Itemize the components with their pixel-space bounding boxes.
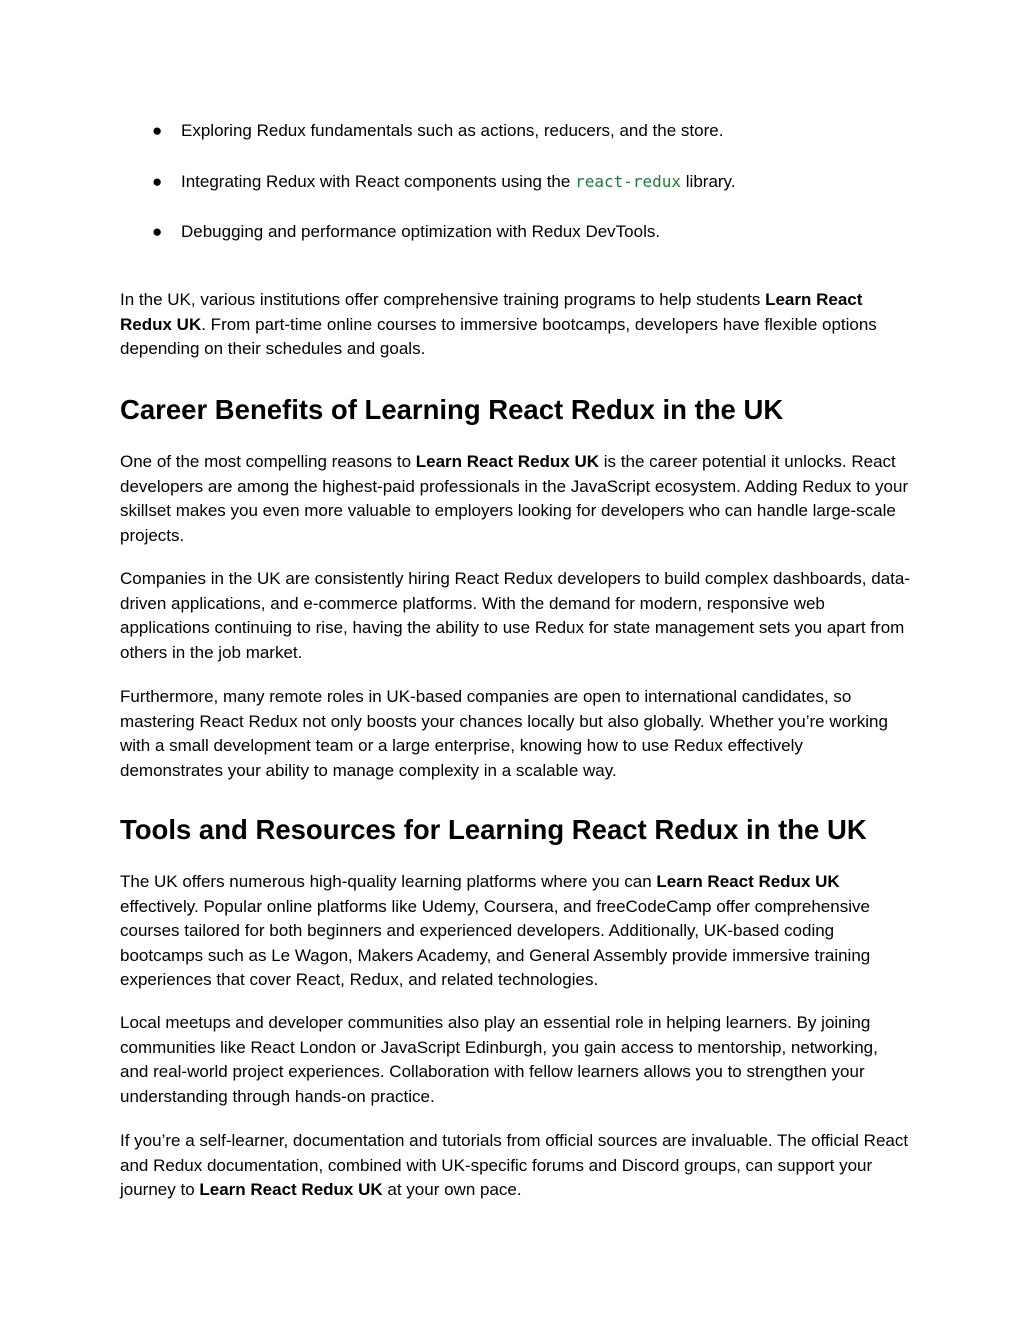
- inline-code: react-redux: [575, 172, 682, 191]
- text-run: Exploring Redux fundamentals such as actions, reducers, and the store.: [181, 121, 724, 140]
- text-run: Companies in the UK are consistently hiring React Redux developers to build complex dashboards, data-driven applications, and e-commerce platforms. With the demand for modern, responsive web applications continuing to rise, having the ability to use Redux for state management sets you apart from others in the job market.: [120, 569, 910, 662]
- bold-text: Learn React Redux UK: [199, 1180, 383, 1199]
- bold-text: Learn React Redux UK: [656, 872, 840, 891]
- paragraph: [120, 1129, 910, 1203]
- bullet-text: [181, 119, 723, 144]
- paragraph: [120, 685, 910, 783]
- text-run: effectively. Popular online platforms like Udemy, Coursera, and freeCodeCamp offer comprehensive courses tailored for both beginners and experienced developers. Additionally, UK-based coding bootcamps such as Le Wagon, Makers Academy, and General Assembly provide immersive training experiences that cover React, Redux, and related technologies.: [120, 896, 871, 989]
- bullet-text: [181, 220, 660, 245]
- text-run: The UK offers numerous high-quality learning platforms where you can: [120, 872, 657, 891]
- bold-text: Learn React Redux UK: [120, 290, 863, 334]
- text-run: Integrating Redux with React components using the: [181, 172, 576, 191]
- bullet-icon: ●: [152, 222, 163, 241]
- paragraph: [120, 288, 910, 362]
- bold-text: Learn React Redux UK: [415, 452, 600, 471]
- text-run: at your own pace.: [382, 1180, 522, 1199]
- paragraph: [120, 870, 910, 993]
- paragraph: [120, 567, 910, 665]
- text-run: library.: [681, 172, 736, 191]
- text-run: Tools and Resources for Learning React Redux in the UK: [120, 814, 867, 845]
- paragraph: [120, 1011, 910, 1109]
- text-run: Local meetups and developer communities also play an essential role in helping learners. By joining communities like React London or JavaScript Edinburgh, you gain access to mentorship, networking, and real-world project experiences. Collaboration with fellow learners allows you to strengthen your understanding through hands-on practice.: [120, 1013, 878, 1106]
- text-run: One of the most compelling reasons to: [120, 452, 416, 471]
- text-run: Debugging and performance optimization with Redux DevTools.: [181, 222, 661, 241]
- bullet-icon: ●: [152, 172, 163, 191]
- text-run: Career Benefits of Learning React Redux in the UK: [120, 394, 784, 425]
- bullet-text: [181, 170, 736, 195]
- section-heading: [120, 813, 910, 847]
- paragraph: [120, 450, 910, 548]
- text-run: . From part-time online courses to immersive bootcamps, developers have flexible options depending on their schedules and goals.: [120, 314, 877, 358]
- text-run: If you’re a self-learner, documentation and tutorials from official sources are invaluable. The official React and Redux documentation, combined with UK-specific forums and Discord groups, can support your journey to: [120, 1131, 909, 1199]
- text-run: is the career potential it unlocks. React developers are among the highest-paid professionals in the JavaScript ecosystem. Adding Redux to your skillset makes you even more valuable to employers looking for developers who can handle large-scale projects.: [120, 452, 909, 545]
- section-heading: [120, 393, 910, 427]
- bullet-icon: ●: [152, 121, 163, 140]
- text-run: In the UK, various institutions offer comprehensive training programs to help students: [120, 290, 766, 309]
- text-run: Furthermore, many remote roles in UK-based companies are open to international candidates, so mastering React Redux not only boosts your chances locally but also globally. Whether you’re working with a small development team or a large enterprise, knowing how to use Redux effectively demonstrates your ability to manage complexity in a scalable way.: [120, 687, 888, 780]
